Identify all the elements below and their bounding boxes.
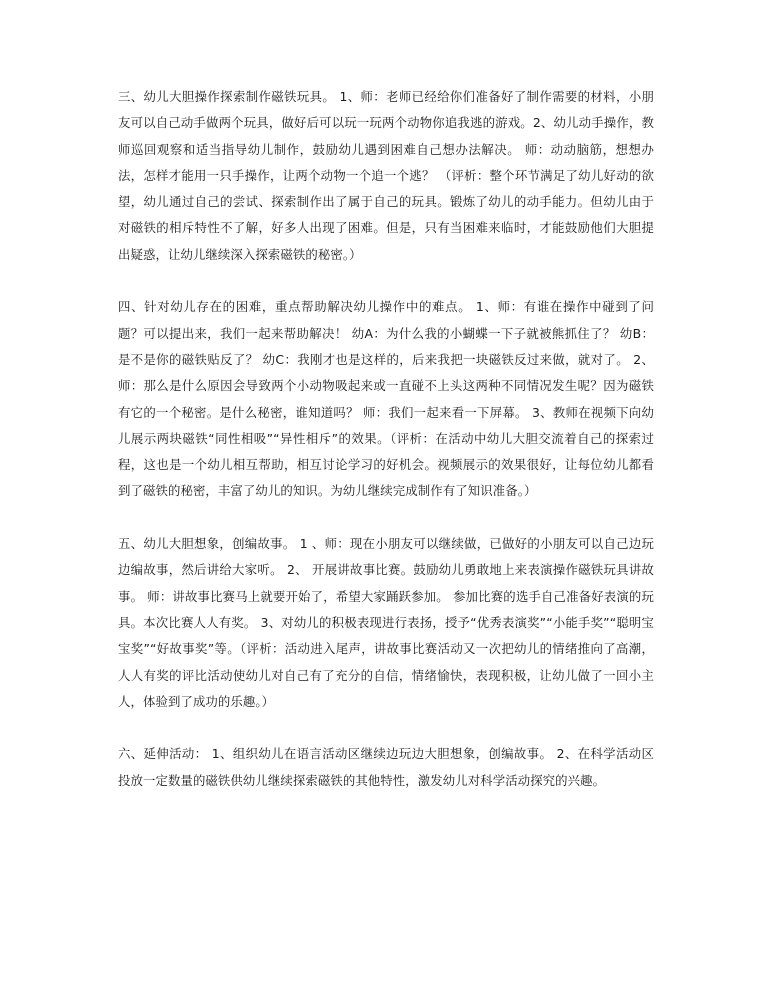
section-five — [118, 531, 654, 715]
section-six — [118, 741, 654, 794]
section-three-paragraph: 三、幼儿大胆操作探索制作磁铁玩具。 1、师：老师已经给你们准备好了制作需要的材料，小朋友可以自己动手做两个玩具，做好后可以玩一玩两个动物你追我逃的游戏。2、幼儿动手操作，教师巡回观察和适当指导幼儿制作，鼓励幼儿遇到困难自己想办法解决。 师：动动脑筋，想想办法，怎样才能用一只手操作，让两个动物一个追一个逃？ （评析：整个环节满足了幼儿好动的欲望，幼儿通过自己的尝试、探索制作出了属于自己的玩具。锻炼了幼儿的动手能力。但幼儿由于对磁铁的相斥特性不了解，好多人出现了困难。但是，只有当困难来临时，才能鼓励他们大胆提出疑惑，让幼儿继续深入探索磁铁的秘密。） — [118, 89, 654, 262]
section-spacer — [118, 715, 654, 741]
section-spacer — [118, 505, 654, 531]
section-four-paragraph: 四、针对幼儿存在的困难，重点帮助解决幼儿操作中的难点。 1、师：有谁在操作中碰到了问题？可以提出来，我们一起来帮助解决！ 幼A：为什么我的小蝴蝶一下子就被熊抓住了？ 幼B：是不是你的磁铁贴反了？ 幼C：我刚才也是这样的，后来我把一块磁铁反过来做，就对了。 2、师：那么是什么原因会导致两个小动物吸起来或一直碰不上头这两种不同情况发生呢？因为磁铁有它的一个秘密。是什么秘密，谁知道吗？ 师：我们一起来看一下屏幕。 3、教师在视频下向幼儿展示两块磁铁“同性相吸”“异性相斥”的效果。（评析：在活动中幼儿大胆交流着自己的探索过程，这也是一个幼儿相互帮助，相互讨论学习的好机会。视频展示的效果很好，让每位幼儿都看到了磁铁的秘密，丰富了幼儿的知识。为幼儿继续完成制作有了知识准备。） — [118, 299, 654, 499]
section-four — [118, 294, 654, 504]
document-page — [118, 84, 654, 794]
section-six-paragraph: 六、延伸活动： 1、组织幼儿在语言活动区继续边玩边大胆想象，创编故事。 2、在科学活动区投放一定数量的磁铁供幼儿继续探索磁铁的其他特性，激发幼儿对科学活动探究的兴趣。 — [118, 746, 654, 788]
section-spacer — [118, 268, 654, 294]
section-three — [118, 84, 654, 268]
section-five-paragraph: 五、幼儿大胆想象，创编故事。 1 、师：现在小朋友可以继续做，已做好的小朋友可以自己边玩边编故事，然后讲给大家听。 2、 开展讲故事比赛。鼓励幼儿勇敢地上来表演操作磁铁玩具讲故事。 师：讲故事比赛马上就要开始了，希望大家踊跃参加。 参加比赛的选手自己准备好表演的玩具。本次比赛人人有奖。 3、对幼儿的积极表现进行表扬，授予“优秀表演奖”“小能手奖”“聪明宝宝奖”“好故事奖”等。（评析：活动进入尾声，讲故事比赛活动又一次把幼儿的情绪推向了高潮，人人有奖的评比活动使幼儿对自己有了充分的自信，情绪愉快，表现积极，让幼儿做了一回小主人，体验到了成功的乐趣。） — [118, 536, 654, 709]
